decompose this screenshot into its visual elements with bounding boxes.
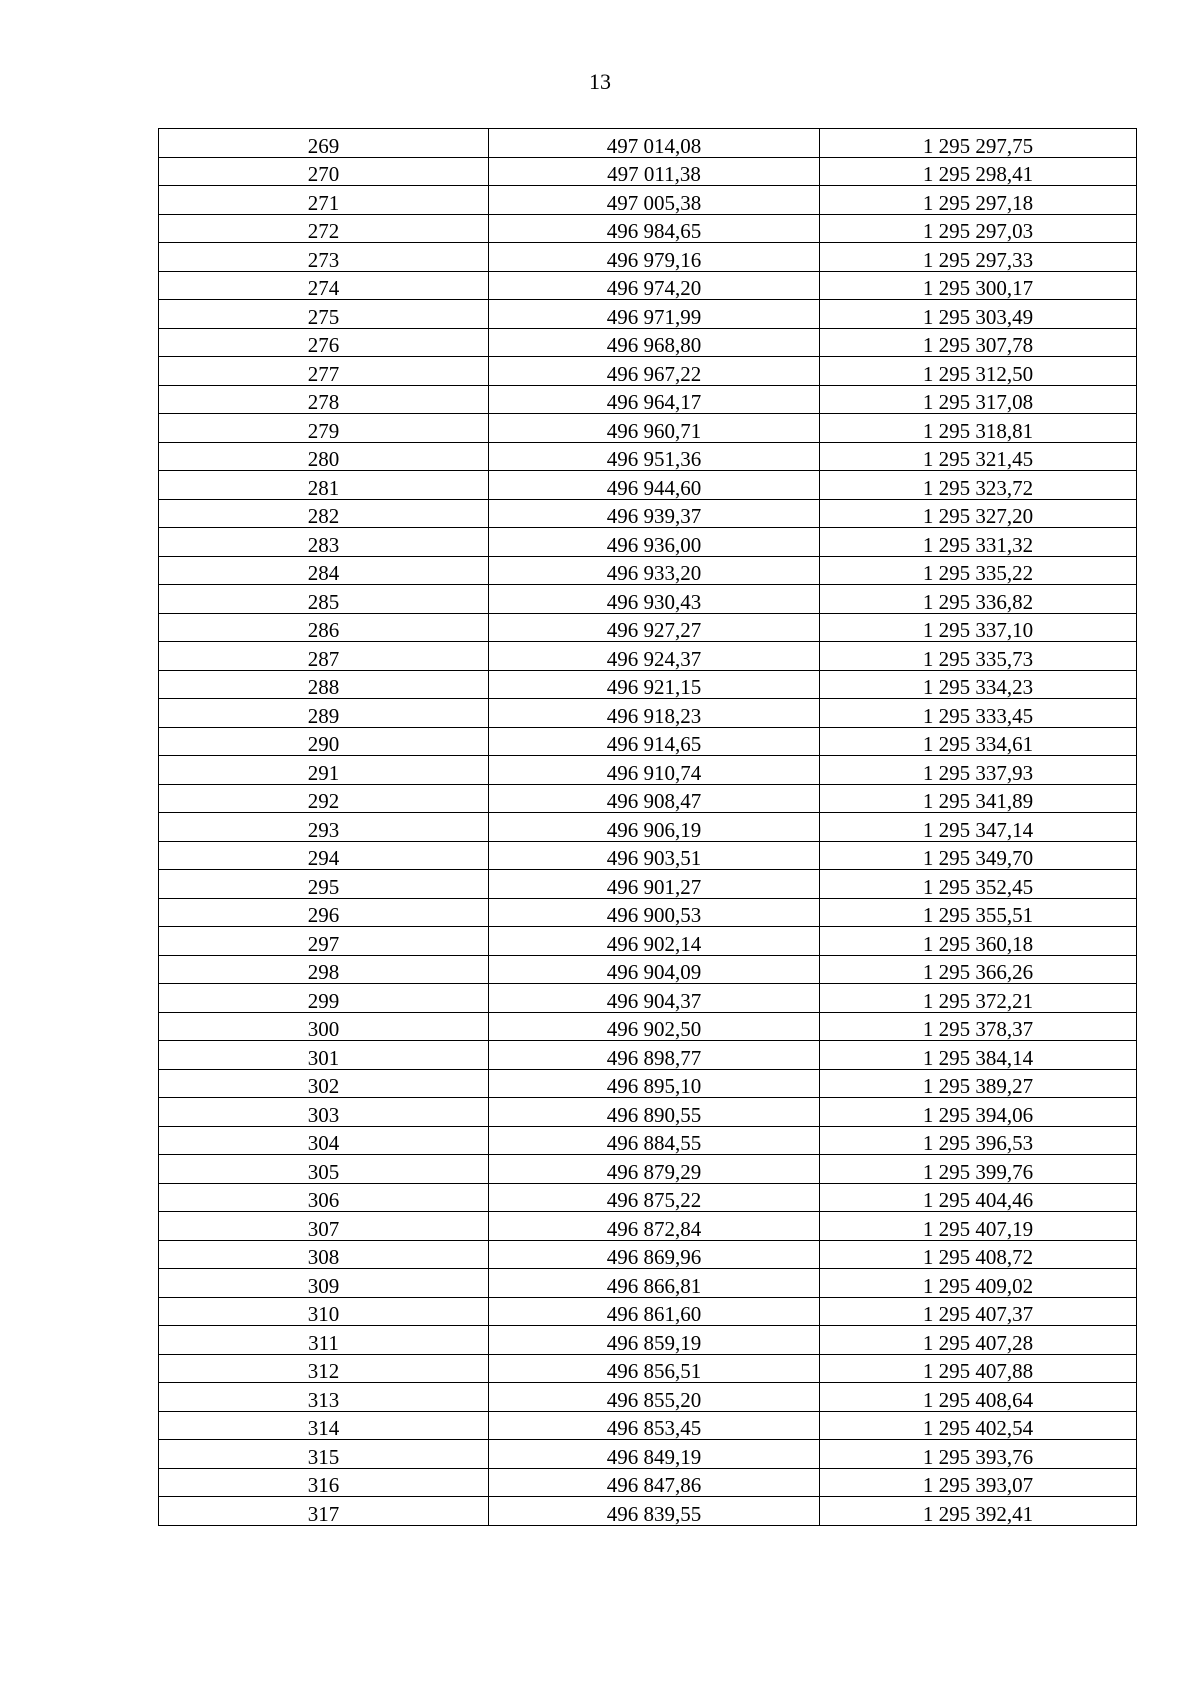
y-coordinate-cell: 1 295 408,72 bbox=[820, 1240, 1137, 1269]
coordinates-table-body bbox=[159, 129, 1137, 1526]
table-row bbox=[159, 1440, 1137, 1469]
table-row bbox=[159, 613, 1137, 642]
page-number: 13 bbox=[589, 69, 611, 94]
table-row bbox=[159, 214, 1137, 243]
y-coordinate-cell: 1 295 323,72 bbox=[820, 471, 1137, 500]
table-row bbox=[159, 385, 1137, 414]
point-number-cell: 302 bbox=[159, 1069, 489, 1098]
table-row bbox=[159, 585, 1137, 614]
table-row bbox=[159, 699, 1137, 728]
x-coordinate-cell: 496 861,60 bbox=[489, 1297, 820, 1326]
y-coordinate-cell: 1 295 378,37 bbox=[820, 1012, 1137, 1041]
point-number-cell: 273 bbox=[159, 243, 489, 272]
y-coordinate-cell: 1 295 394,06 bbox=[820, 1098, 1137, 1127]
y-coordinate-cell: 1 295 297,75 bbox=[820, 129, 1137, 158]
table-row bbox=[159, 129, 1137, 158]
table-row bbox=[159, 300, 1137, 329]
point-number-cell: 317 bbox=[159, 1497, 489, 1526]
y-coordinate-cell: 1 295 336,82 bbox=[820, 585, 1137, 614]
point-number-cell: 305 bbox=[159, 1155, 489, 1184]
table-row bbox=[159, 1326, 1137, 1355]
table-row bbox=[159, 271, 1137, 300]
point-number-cell: 306 bbox=[159, 1183, 489, 1212]
x-coordinate-cell: 496 971,99 bbox=[489, 300, 820, 329]
y-coordinate-cell: 1 295 341,89 bbox=[820, 784, 1137, 813]
table-row bbox=[159, 870, 1137, 899]
point-number-cell: 312 bbox=[159, 1354, 489, 1383]
table-row bbox=[159, 1240, 1137, 1269]
table-row bbox=[159, 841, 1137, 870]
point-number-cell: 296 bbox=[159, 898, 489, 927]
y-coordinate-cell: 1 295 334,23 bbox=[820, 670, 1137, 699]
x-coordinate-cell: 496 908,47 bbox=[489, 784, 820, 813]
point-number-cell: 304 bbox=[159, 1126, 489, 1155]
table-row bbox=[159, 499, 1137, 528]
y-coordinate-cell: 1 295 404,46 bbox=[820, 1183, 1137, 1212]
table-row bbox=[159, 528, 1137, 557]
x-coordinate-cell: 496 855,20 bbox=[489, 1383, 820, 1412]
point-number-cell: 285 bbox=[159, 585, 489, 614]
x-coordinate-cell: 496 875,22 bbox=[489, 1183, 820, 1212]
point-number-cell: 276 bbox=[159, 328, 489, 357]
x-coordinate-cell: 496 901,27 bbox=[489, 870, 820, 899]
x-coordinate-cell: 497 011,38 bbox=[489, 157, 820, 186]
y-coordinate-cell: 1 295 407,88 bbox=[820, 1354, 1137, 1383]
table-row bbox=[159, 642, 1137, 671]
point-number-cell: 309 bbox=[159, 1269, 489, 1298]
y-coordinate-cell: 1 295 393,76 bbox=[820, 1440, 1137, 1469]
table-row bbox=[159, 1411, 1137, 1440]
y-coordinate-cell: 1 295 317,08 bbox=[820, 385, 1137, 414]
y-coordinate-cell: 1 295 360,18 bbox=[820, 927, 1137, 956]
y-coordinate-cell: 1 295 331,32 bbox=[820, 528, 1137, 557]
point-number-cell: 286 bbox=[159, 613, 489, 642]
point-number-cell: 284 bbox=[159, 556, 489, 585]
x-coordinate-cell: 496 930,43 bbox=[489, 585, 820, 614]
point-number-cell: 301 bbox=[159, 1041, 489, 1070]
table-row bbox=[159, 186, 1137, 215]
x-coordinate-cell: 496 839,55 bbox=[489, 1497, 820, 1526]
x-coordinate-cell: 496 884,55 bbox=[489, 1126, 820, 1155]
point-number-cell: 275 bbox=[159, 300, 489, 329]
point-number-cell: 272 bbox=[159, 214, 489, 243]
y-coordinate-cell: 1 295 297,33 bbox=[820, 243, 1137, 272]
y-coordinate-cell: 1 295 366,26 bbox=[820, 955, 1137, 984]
x-coordinate-cell: 496 984,65 bbox=[489, 214, 820, 243]
point-number-cell: 270 bbox=[159, 157, 489, 186]
x-coordinate-cell: 496 918,23 bbox=[489, 699, 820, 728]
point-number-cell: 311 bbox=[159, 1326, 489, 1355]
point-number-cell: 269 bbox=[159, 129, 489, 158]
x-coordinate-cell: 496 902,50 bbox=[489, 1012, 820, 1041]
y-coordinate-cell: 1 295 355,51 bbox=[820, 898, 1137, 927]
y-coordinate-cell: 1 295 372,21 bbox=[820, 984, 1137, 1013]
table-row bbox=[159, 556, 1137, 585]
table-row bbox=[159, 927, 1137, 956]
y-coordinate-cell: 1 295 384,14 bbox=[820, 1041, 1137, 1070]
y-coordinate-cell: 1 295 407,28 bbox=[820, 1326, 1137, 1355]
y-coordinate-cell: 1 295 334,61 bbox=[820, 727, 1137, 756]
y-coordinate-cell: 1 295 297,03 bbox=[820, 214, 1137, 243]
x-coordinate-cell: 496 872,84 bbox=[489, 1212, 820, 1241]
x-coordinate-cell: 496 903,51 bbox=[489, 841, 820, 870]
y-coordinate-cell: 1 295 396,53 bbox=[820, 1126, 1137, 1155]
coordinates-table bbox=[158, 128, 1137, 1526]
x-coordinate-cell: 496 890,55 bbox=[489, 1098, 820, 1127]
y-coordinate-cell: 1 295 352,45 bbox=[820, 870, 1137, 899]
point-number-cell: 314 bbox=[159, 1411, 489, 1440]
point-number-cell: 295 bbox=[159, 870, 489, 899]
x-coordinate-cell: 496 964,17 bbox=[489, 385, 820, 414]
y-coordinate-cell: 1 295 337,93 bbox=[820, 756, 1137, 785]
y-coordinate-cell: 1 295 402,54 bbox=[820, 1411, 1137, 1440]
point-number-cell: 282 bbox=[159, 499, 489, 528]
table-row bbox=[159, 1098, 1137, 1127]
point-number-cell: 300 bbox=[159, 1012, 489, 1041]
table-row bbox=[159, 955, 1137, 984]
point-number-cell: 293 bbox=[159, 813, 489, 842]
point-number-cell: 289 bbox=[159, 699, 489, 728]
table-row bbox=[159, 328, 1137, 357]
table-row bbox=[159, 442, 1137, 471]
table-row bbox=[159, 1183, 1137, 1212]
y-coordinate-cell: 1 295 399,76 bbox=[820, 1155, 1137, 1184]
point-number-cell: 274 bbox=[159, 271, 489, 300]
y-coordinate-cell: 1 295 307,78 bbox=[820, 328, 1137, 357]
table-row bbox=[159, 1012, 1137, 1041]
y-coordinate-cell: 1 295 337,10 bbox=[820, 613, 1137, 642]
x-coordinate-cell: 496 879,29 bbox=[489, 1155, 820, 1184]
x-coordinate-cell: 496 866,81 bbox=[489, 1269, 820, 1298]
x-coordinate-cell: 496 914,65 bbox=[489, 727, 820, 756]
x-coordinate-cell: 496 853,45 bbox=[489, 1411, 820, 1440]
point-number-cell: 307 bbox=[159, 1212, 489, 1241]
table-row bbox=[159, 1041, 1137, 1070]
x-coordinate-cell: 496 902,14 bbox=[489, 927, 820, 956]
x-coordinate-cell: 496 921,15 bbox=[489, 670, 820, 699]
x-coordinate-cell: 496 924,37 bbox=[489, 642, 820, 671]
x-coordinate-cell: 496 910,74 bbox=[489, 756, 820, 785]
table-row bbox=[159, 1155, 1137, 1184]
point-number-cell: 287 bbox=[159, 642, 489, 671]
x-coordinate-cell: 496 974,20 bbox=[489, 271, 820, 300]
table-row bbox=[159, 670, 1137, 699]
y-coordinate-cell: 1 295 335,73 bbox=[820, 642, 1137, 671]
table-row bbox=[159, 1297, 1137, 1326]
y-coordinate-cell: 1 295 303,49 bbox=[820, 300, 1137, 329]
x-coordinate-cell: 496 895,10 bbox=[489, 1069, 820, 1098]
point-number-cell: 297 bbox=[159, 927, 489, 956]
x-coordinate-cell: 496 927,27 bbox=[489, 613, 820, 642]
point-number-cell: 298 bbox=[159, 955, 489, 984]
y-coordinate-cell: 1 295 321,45 bbox=[820, 442, 1137, 471]
x-coordinate-cell: 496 856,51 bbox=[489, 1354, 820, 1383]
x-coordinate-cell: 496 933,20 bbox=[489, 556, 820, 585]
table-row bbox=[159, 1383, 1137, 1412]
y-coordinate-cell: 1 295 312,50 bbox=[820, 357, 1137, 386]
table-row bbox=[159, 1468, 1137, 1497]
x-coordinate-cell: 496 968,80 bbox=[489, 328, 820, 357]
x-coordinate-cell: 496 939,37 bbox=[489, 499, 820, 528]
table-row bbox=[159, 1269, 1137, 1298]
y-coordinate-cell: 1 295 408,64 bbox=[820, 1383, 1137, 1412]
point-number-cell: 271 bbox=[159, 186, 489, 215]
x-coordinate-cell: 496 859,19 bbox=[489, 1326, 820, 1355]
point-number-cell: 294 bbox=[159, 841, 489, 870]
y-coordinate-cell: 1 295 349,70 bbox=[820, 841, 1137, 870]
x-coordinate-cell: 497 014,08 bbox=[489, 129, 820, 158]
table-row bbox=[159, 414, 1137, 443]
x-coordinate-cell: 496 906,19 bbox=[489, 813, 820, 842]
x-coordinate-cell: 496 960,71 bbox=[489, 414, 820, 443]
y-coordinate-cell: 1 295 327,20 bbox=[820, 499, 1137, 528]
table-row bbox=[159, 756, 1137, 785]
table-row bbox=[159, 1497, 1137, 1526]
point-number-cell: 291 bbox=[159, 756, 489, 785]
point-number-cell: 303 bbox=[159, 1098, 489, 1127]
x-coordinate-cell: 496 904,09 bbox=[489, 955, 820, 984]
table-row bbox=[159, 1212, 1137, 1241]
x-coordinate-cell: 496 967,22 bbox=[489, 357, 820, 386]
y-coordinate-cell: 1 295 297,18 bbox=[820, 186, 1137, 215]
y-coordinate-cell: 1 295 318,81 bbox=[820, 414, 1137, 443]
table-row bbox=[159, 1126, 1137, 1155]
y-coordinate-cell: 1 295 409,02 bbox=[820, 1269, 1137, 1298]
point-number-cell: 290 bbox=[159, 727, 489, 756]
x-coordinate-cell: 496 979,16 bbox=[489, 243, 820, 272]
table-row bbox=[159, 984, 1137, 1013]
x-coordinate-cell: 496 869,96 bbox=[489, 1240, 820, 1269]
x-coordinate-cell: 496 849,19 bbox=[489, 1440, 820, 1469]
x-coordinate-cell: 496 944,60 bbox=[489, 471, 820, 500]
table-row bbox=[159, 157, 1137, 186]
y-coordinate-cell: 1 295 389,27 bbox=[820, 1069, 1137, 1098]
point-number-cell: 279 bbox=[159, 414, 489, 443]
y-coordinate-cell: 1 295 300,17 bbox=[820, 271, 1137, 300]
point-number-cell: 308 bbox=[159, 1240, 489, 1269]
table-row bbox=[159, 1069, 1137, 1098]
table-row bbox=[159, 784, 1137, 813]
point-number-cell: 288 bbox=[159, 670, 489, 699]
point-number-cell: 310 bbox=[159, 1297, 489, 1326]
point-number-cell: 292 bbox=[159, 784, 489, 813]
point-number-cell: 277 bbox=[159, 357, 489, 386]
table-row bbox=[159, 243, 1137, 272]
y-coordinate-cell: 1 295 407,37 bbox=[820, 1297, 1137, 1326]
point-number-cell: 278 bbox=[159, 385, 489, 414]
point-number-cell: 315 bbox=[159, 1440, 489, 1469]
point-number-cell: 283 bbox=[159, 528, 489, 557]
x-coordinate-cell: 497 005,38 bbox=[489, 186, 820, 215]
point-number-cell: 313 bbox=[159, 1383, 489, 1412]
point-number-cell: 281 bbox=[159, 471, 489, 500]
y-coordinate-cell: 1 295 393,07 bbox=[820, 1468, 1137, 1497]
x-coordinate-cell: 496 900,53 bbox=[489, 898, 820, 927]
table-row bbox=[159, 357, 1137, 386]
table-row bbox=[159, 898, 1137, 927]
x-coordinate-cell: 496 847,86 bbox=[489, 1468, 820, 1497]
table-row bbox=[159, 813, 1137, 842]
x-coordinate-cell: 496 898,77 bbox=[489, 1041, 820, 1070]
x-coordinate-cell: 496 951,36 bbox=[489, 442, 820, 471]
y-coordinate-cell: 1 295 392,41 bbox=[820, 1497, 1137, 1526]
point-number-cell: 316 bbox=[159, 1468, 489, 1497]
table-row bbox=[159, 1354, 1137, 1383]
point-number-cell: 280 bbox=[159, 442, 489, 471]
x-coordinate-cell: 496 904,37 bbox=[489, 984, 820, 1013]
y-coordinate-cell: 1 295 335,22 bbox=[820, 556, 1137, 585]
table-row bbox=[159, 727, 1137, 756]
point-number-cell: 299 bbox=[159, 984, 489, 1013]
y-coordinate-cell: 1 295 347,14 bbox=[820, 813, 1137, 842]
x-coordinate-cell: 496 936,00 bbox=[489, 528, 820, 557]
y-coordinate-cell: 1 295 333,45 bbox=[820, 699, 1137, 728]
table-row bbox=[159, 471, 1137, 500]
y-coordinate-cell: 1 295 298,41 bbox=[820, 157, 1137, 186]
y-coordinate-cell: 1 295 407,19 bbox=[820, 1212, 1137, 1241]
